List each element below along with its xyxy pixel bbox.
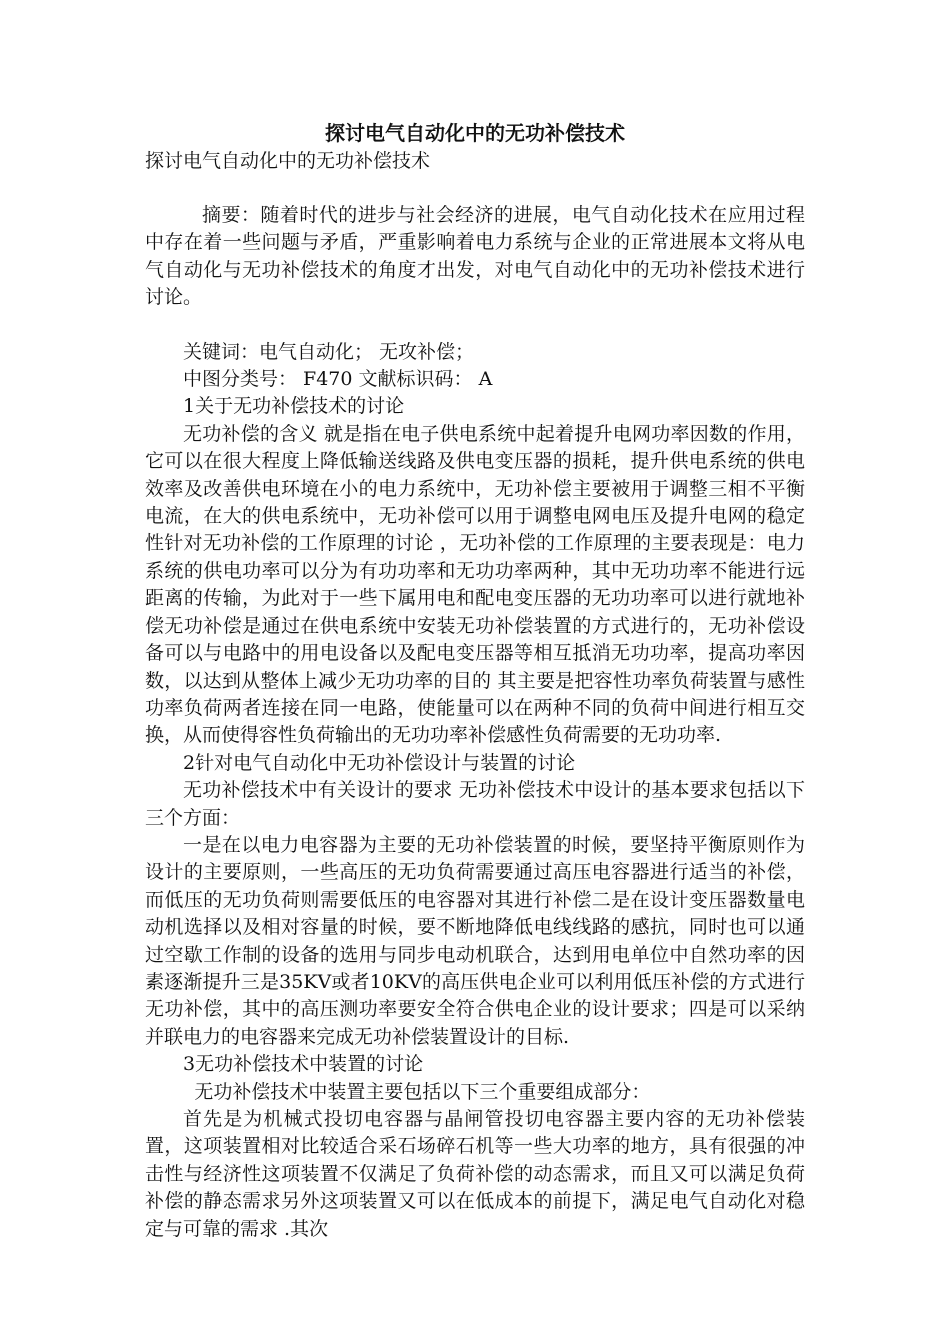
abstract-paragraph: 摘要：随着时代的进步与社会经济的进展，电气自动化技术在应用过程中存在着一些问题与矛盾，严重影响着电力系统与企业的正常进展本文将从电气自动化与无功补偿技术的角度才出发，对电气自动化中的无功补偿技术进行讨论。 — [145, 204, 805, 309]
document-page — [145, 118, 805, 1243]
section-1-body: 无功补偿的含义 就是指在电子供电系统中起着提升电网功率因数的作用，它可以在很大程度上降低输送线路及供电变压器的损耗，提升供电系统的供电效率及改善供电环境在小的电力系统中，无功补偿主要被用于调整三相不平衡电流，在大的供电系统中，无功补偿可以用于调整电网电压及提升电网的稳定性针对无功补偿的工作原理的讨论 ，无功补偿的工作原理的主要表现是：电力系统的供电功率可以分为有功功率和无功功率两种，其中无功功率不能进行远距离的传输，为此对于一些下属用电和配电变压器的无功功率可以进行就地补偿无功补偿是通过在供电系统中安装无功补偿装置的方式进行的，无功补偿设备可以与电路中的用电设备以及配电变压器等相互抵消无功功率，提高功率因数，以达到从整体上减少无功功率的目的 其主要是把容性功率负荷装置与感性功率负荷两者连接在同一电路，使能量可以在两种不同的负荷中间进行相互交换，从而使得容性负荷输出的无功功率补偿感性负荷需要的无功功率. — [145, 422, 805, 747]
document-title: 探讨电气自动化中的无功补偿技术 — [325, 121, 625, 145]
blank-line — [145, 175, 805, 202]
document-subtitle: 探讨电气自动化中的无功补偿技术 — [145, 150, 431, 172]
section-1-heading: 1关于无功补偿技术的讨论 — [183, 395, 405, 418]
section-3-heading: 3无功补偿技术中装置的讨论 — [183, 1053, 424, 1076]
classification-line: 中图分类号： F470 文献标识码： A — [183, 368, 493, 391]
section-2-intro: 无功补偿技术中有关设计的要求 无功补偿技术中设计的基本要求包括以下三个方面： — [145, 779, 805, 829]
section-3-intro: 无功补偿技术中装置主要包括以下三个重要组成部分： — [194, 1080, 651, 1103]
section-2-heading: 2针对电气自动化中无功补偿设计与装置的讨论 — [183, 751, 576, 774]
keywords-line: 关键词：电气自动化； 无攻补偿； — [183, 340, 475, 363]
section-2-body: 一是在以电力电容器为主要的无功补偿装置的时候，要坚持平衡原则作为设计的主要原则，一些高压的无功负荷需要通过高压电容器进行适当的补偿，而低压的无功负荷则需要低压的电容器对其进行补偿二是在设计变压器数量电动机选择以及相对容量的时候，要不断地降低电线线路的感抗，同时也可以通过空歇工作制的设备的选用与同步电动机联合，达到用电单位中自然功率的因素逐渐提升三是35KV或者10KV的高压供电企业可以利用低压补偿的方式进行无功补偿，其中的高压测功率要安全符合供电企业的设计要求；四是可以采纳并联电力的电容器来完成无功补偿装置设计的目标. — [145, 833, 805, 1048]
section-3-body: 首先是为机械式投切电容器与晶闸管投切电容器主要内容的无功补偿装置，这项装置相对比较适合采石场碎石机等一些大功率的地方，具有很强的冲击性与经济性这项装置不仅满足了负荷补偿的动态需求，而且又可以满足负荷补偿的静态需求另外这项装置又可以在低成本的前提下，满足电气自动化对稳定与可靠的需求 .其次 — [145, 1108, 805, 1240]
blank-line — [145, 312, 805, 339]
